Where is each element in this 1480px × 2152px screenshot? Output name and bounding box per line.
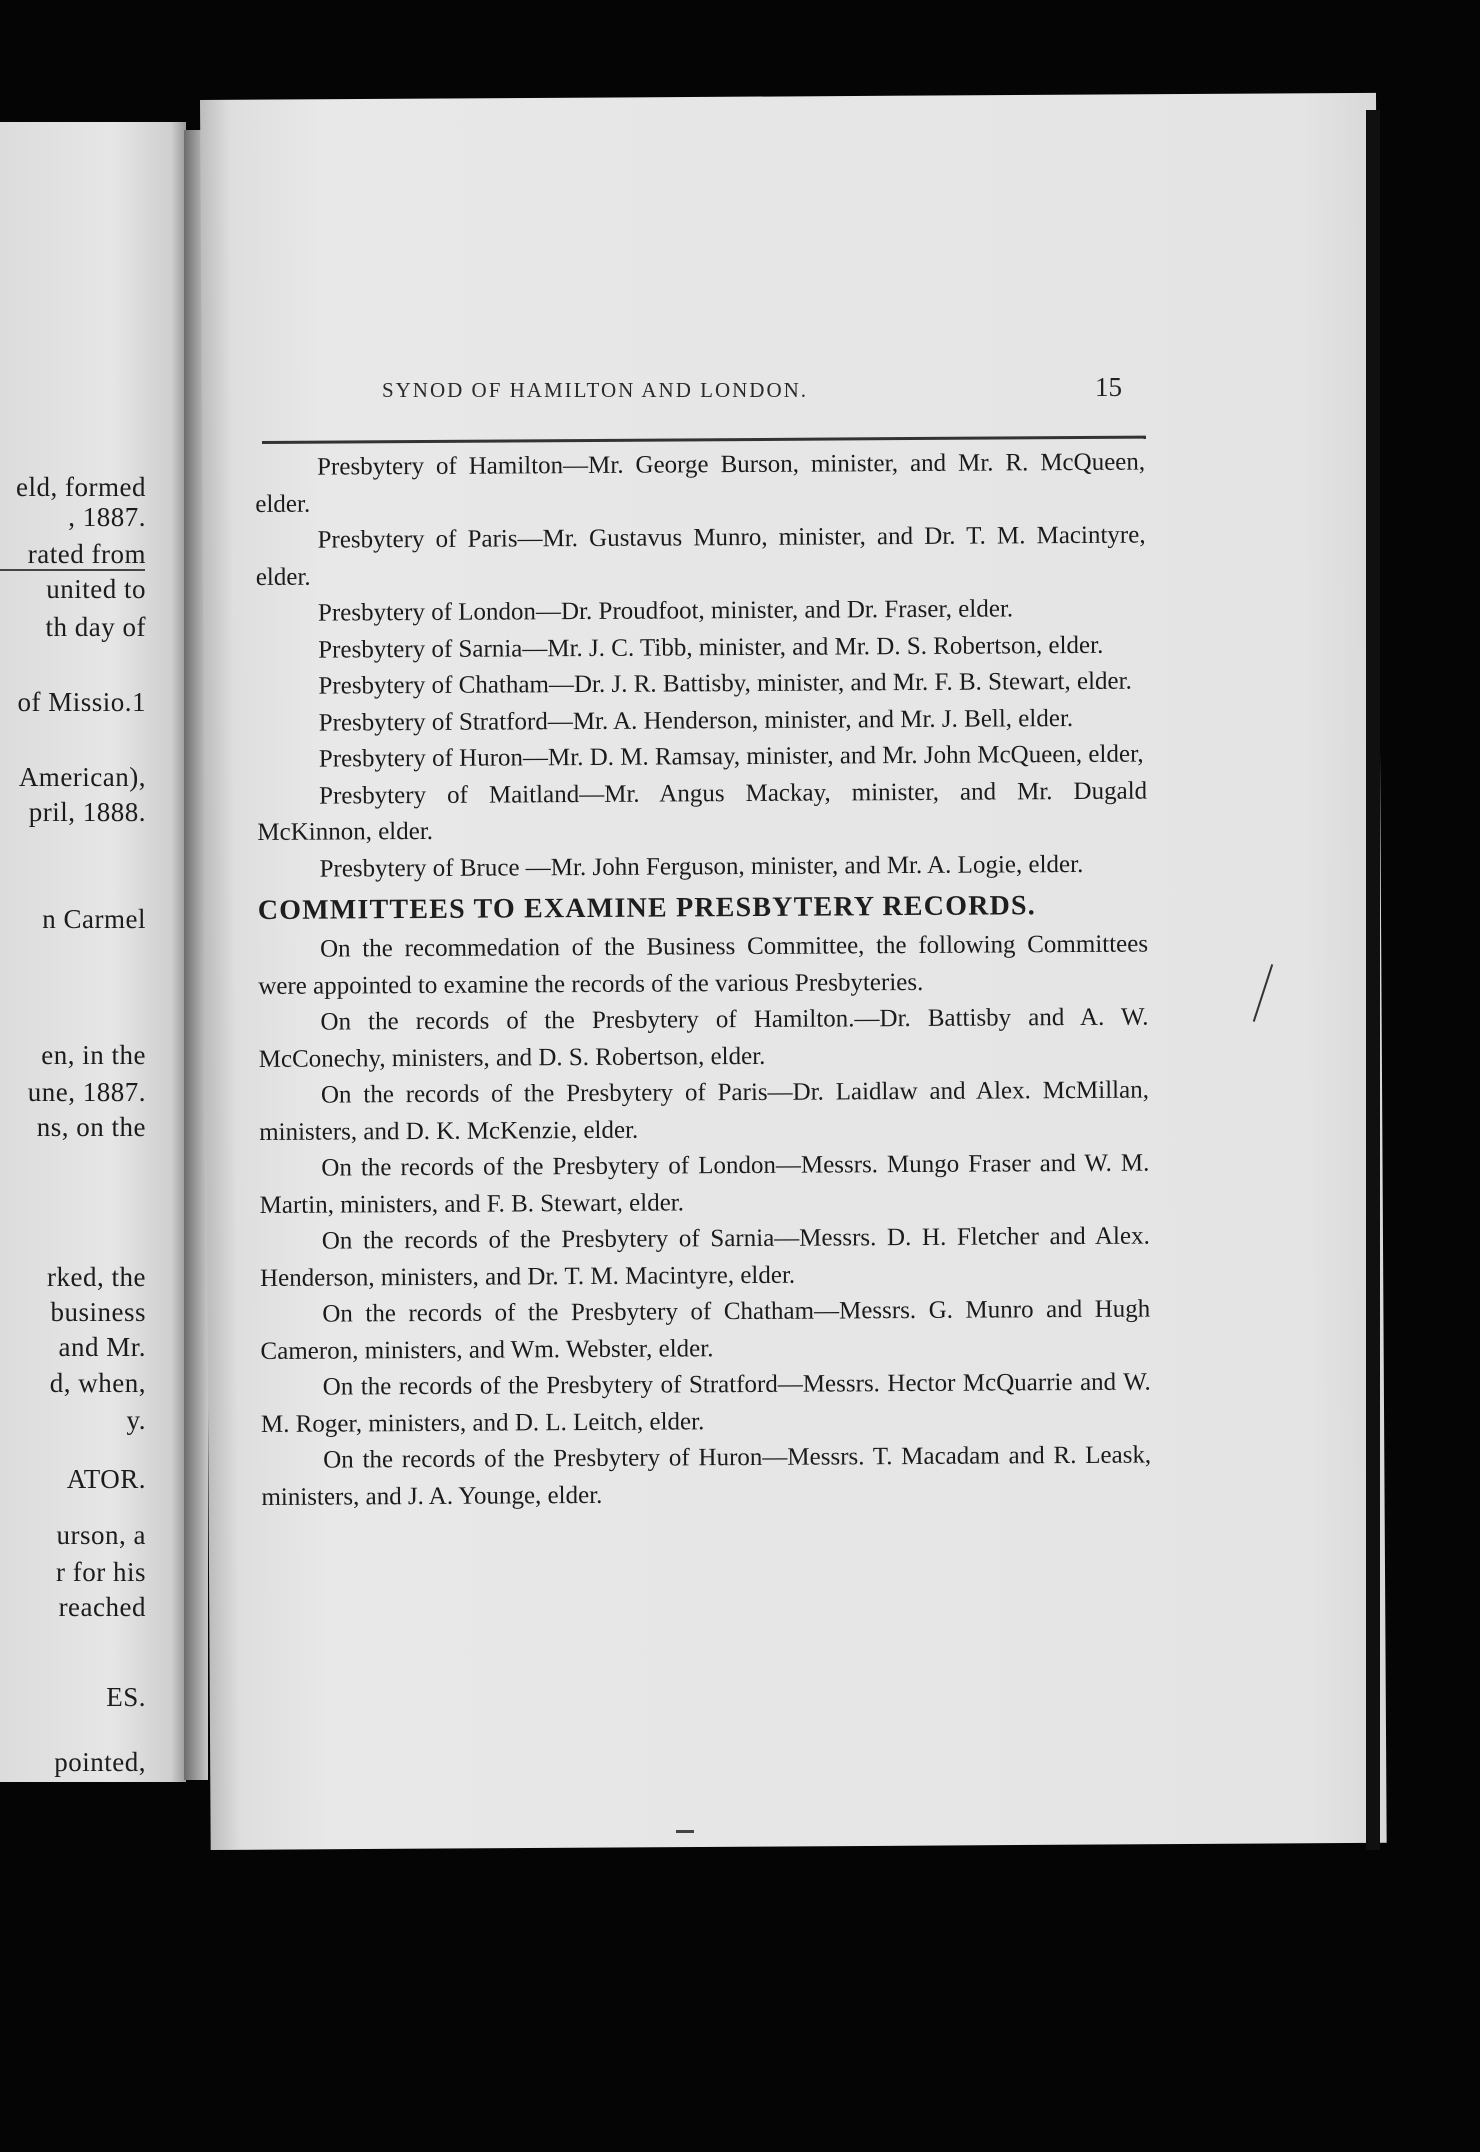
left-line: rked, the — [47, 1262, 146, 1292]
left-line: American), — [18, 762, 146, 792]
delegate-entry: Presbytery of London—Dr. Proudfoot, minister, and Dr. Fraser, elder. — [317, 595, 1014, 627]
delegate-entry: Presbytery of Bruce —Mr. John Ferguson, minister, and Mr. A. Logie, elder. — [319, 850, 1084, 883]
committee-entry: On the records of the Presbytery of Sarnia—Messrs. D. H. Fletcher and Alex. Henderson, ministers, and Dr. T. M. Macintyre, elder. — [259, 1222, 1150, 1292]
left-line: y. — [126, 1405, 146, 1435]
delegate-entry: Presbytery of Stratford—Mr. A. Henderson, minister, and Mr. J. Bell, elder. — [318, 704, 1074, 737]
left-line: ns, on the — [36, 1112, 146, 1142]
left-line: and Mr. — [58, 1332, 146, 1362]
committee-entry: On the records of the Presbytery of Hamilton.—Dr. Battisby and A. W. McConechy, ministers, and D. S. Robertson, elder. — [258, 1003, 1149, 1073]
left-line: rated from — [27, 539, 146, 569]
left-line: d, when, — [49, 1368, 146, 1398]
left-line: th day of — [45, 612, 146, 642]
left-line: pril, 1888. — [28, 797, 146, 827]
left-line: of Missio.1 — [17, 687, 146, 717]
delegate-entry: Presbytery of Hamilton—Mr. George Burson, minister, and Mr. R. McQueen, elder. — [255, 448, 1146, 518]
left-line: urson, a — [56, 1520, 146, 1550]
ink-mark — [676, 1830, 694, 1833]
left-line: en, in the — [41, 1040, 146, 1070]
left-line: , 1887. — [68, 502, 146, 532]
delegate-entry: Presbytery of Maitland—Mr. Angus Mackay, minister, and Mr. Dugald McKinnon, elder. — [257, 777, 1148, 846]
left-line: business — [50, 1297, 146, 1327]
left-line: reached — [58, 1592, 146, 1622]
running-head: SYNOD OF HAMILTON AND LONDON. — [381, 378, 809, 402]
delegate-entry: Presbytery of Sarnia—Mr. J. C. Tibb, minister, and Mr. D. S. Robertson, elder. — [318, 631, 1104, 664]
left-line: r for his — [56, 1557, 146, 1587]
left-line: une, 1887. — [27, 1077, 146, 1107]
delegate-entry: Presbytery of Chatham—Dr. J. R. Battisby, minister, and Mr. F. B. Stewart, elder. — [318, 667, 1132, 700]
left-line: united to — [46, 574, 146, 604]
delegate-entry: Presbytery of Huron—Mr. D. M. Ramsay, minister, and Mr. John McQueen, elder, — [318, 740, 1144, 773]
committee-intro: On the recommedation of the Business Committee, the following Committees were appointed to examine the records of the various Presbyteries. — [258, 930, 1149, 1000]
committee-entry: On the records of the Presbytery of Paris—Dr. Laidlaw and Alex. McMillan, ministers, and D. K. McKenzie, elder. — [259, 1076, 1150, 1146]
section-heading: COMMITTEES TO EXAMINE PRESBYTERY RECORDS. — [257, 890, 1037, 926]
delegate-entry: Presbytery of Paris—Mr. Gustavus Munro, minister, and Dr. T. M. Macintyre, elder. — [255, 521, 1146, 591]
left-page-fragment — [0, 122, 186, 1782]
left-line: ATOR. — [66, 1464, 146, 1494]
left-line: n Carmel — [42, 904, 146, 934]
committee-entry: On the records of the Presbytery of Huron—Messrs. T. Macadam and R. Leask, ministers, and J. A. Younge, elder. — [261, 1441, 1152, 1511]
left-line: ES. — [106, 1682, 146, 1712]
left-line: eld, formed — [16, 472, 146, 502]
committee-entry: On the records of the Presbytery of Chatham—Messrs. G. Munro and Hugh Cameron, ministers, and Wm. Webster, elder. — [260, 1295, 1151, 1365]
page-number: 15 — [1095, 372, 1122, 402]
left-page-rule — [0, 569, 145, 571]
left-line: pointed, — [54, 1747, 146, 1777]
committee-entry: On the records of the Presbytery of London—Messrs. Mungo Fraser and W. M. Martin, ministers, and F. B. Stewart, elder. — [259, 1149, 1150, 1219]
committee-entry: On the records of the Presbytery of Stratford—Messrs. Hector McQuarrie and W. M. Roger, ministers, and D. L. Leitch, elder. — [260, 1368, 1151, 1438]
page-body — [255, 445, 1151, 1516]
page-edge-shadow — [1366, 110, 1380, 1850]
